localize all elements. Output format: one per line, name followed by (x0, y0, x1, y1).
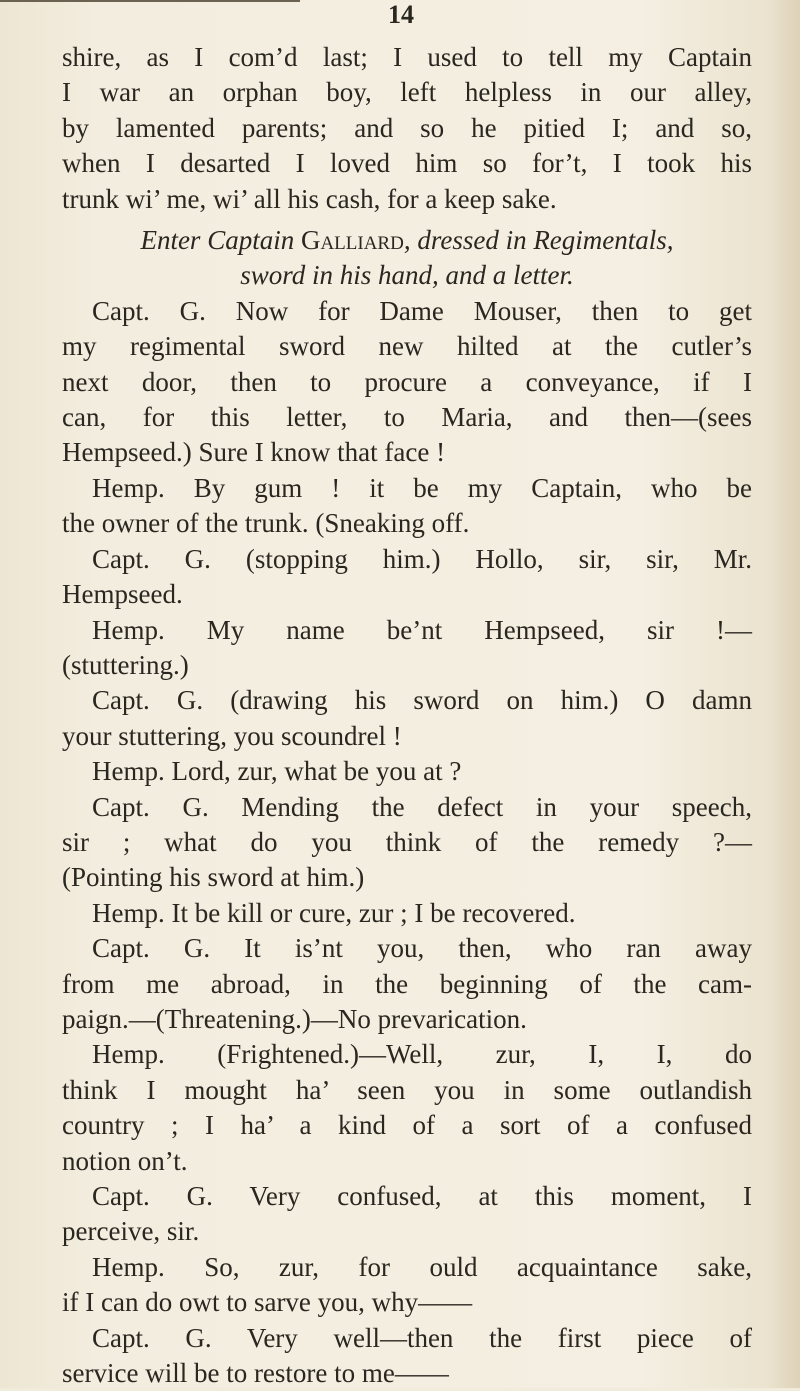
page-number: 14 (388, 0, 414, 29)
speech-line: Hemp. By gum ! it be my Captain, who be (92, 472, 752, 503)
speech-line: Hemp. It be kill or cure, zur ; I be recovered. (92, 897, 576, 928)
speech-line: Capt. G. It is’nt you, then, who ran away (92, 933, 752, 964)
speech-block (62, 754, 752, 789)
speech-line: your stuttering, you scoundrel ! (62, 720, 402, 751)
speech-line: Hempseed. (62, 579, 183, 610)
top-rule (0, 0, 300, 2)
speech-line: perceive, sir. (62, 1216, 200, 1247)
speech-block (62, 1250, 752, 1321)
character-name: Galliard (300, 225, 404, 256)
text-line: when I desarted I loved him so for’t, I took his (62, 148, 752, 179)
speech-line: think I mought ha’ seen you in some outlandish (62, 1074, 752, 1105)
speech-line: Hemp. My name be’nt Hempseed, sir !— (92, 614, 752, 645)
speech-line: can, for this letter, to Maria, and then—(sees (62, 402, 752, 433)
speech-line: (Pointing his sword at him.) (62, 862, 365, 893)
speech-block (62, 1321, 752, 1391)
speech-line: sir ; what do you think of the remedy ?— (62, 826, 752, 857)
speech-block (62, 1037, 752, 1179)
direction-text: sword in his hand, and a letter. (240, 260, 574, 291)
speech-line: country ; I ha’ a kind of a sort of a confused (62, 1110, 752, 1141)
speech-block (62, 683, 752, 754)
speech-line: the owner of the trunk. (Sneaking off. (62, 508, 470, 539)
dialogue (62, 294, 752, 1391)
speech-block (62, 294, 752, 471)
speech-line: Capt. G. Very well—then the first piece of (92, 1322, 752, 1353)
speech-block (62, 1179, 752, 1250)
speech-line: from me abroad, in the beginning of the cam- (62, 968, 752, 999)
speech-line: Hemp. So, zur, for ould acquaintance sake, (92, 1251, 752, 1282)
text-line: by lamented parents; and so he pitied I; and so, (62, 112, 752, 143)
speech-line: service will be to restore to me—— (62, 1358, 449, 1389)
page-text (62, 40, 752, 1391)
text-line: trunk wi’ me, wi’ all his cash, for a keep sake. (62, 183, 557, 214)
direction-text: , dressed in Regimentals, (403, 225, 674, 256)
speech-block (62, 613, 752, 684)
speech-block (62, 790, 752, 896)
opening-paragraph (62, 40, 752, 217)
speech-block (62, 542, 752, 613)
speech-line: Hempseed.) Sure I know that face ! (62, 437, 446, 468)
speech-line: Capt. G. Mending the defect in your speech, (92, 791, 752, 822)
speech-line: Capt. G. Very confused, at this moment, I (92, 1181, 752, 1211)
speech-line: my regimental sword new hilted at the cutler’s (62, 331, 752, 362)
text-line: I war an orphan boy, left helpless in our alley, (62, 77, 752, 108)
speech-line: Hemp. (Frightened.)—Well, zur, I, I, do (92, 1039, 752, 1070)
speech-line: next door, then to procure a conveyance, if I (62, 366, 752, 397)
stage-direction-entrance (62, 223, 752, 294)
speech-line: Capt. G. (stopping him.) Hollo, sir, sir, Mr. (92, 543, 752, 574)
speech-line: notion on’t. (62, 1145, 188, 1176)
direction-text: Enter Captain (140, 225, 301, 256)
speech-block (62, 471, 752, 542)
speech-line: if I can do owt to sarve you, why—— (62, 1287, 473, 1318)
text-line: shire, as I com’d last; I used to tell my Captain (62, 42, 752, 72)
speech-block (62, 896, 752, 931)
speech-line: Hemp. Lord, zur, what be you at ? (92, 756, 462, 787)
speech-line: (stuttering.) (62, 649, 189, 680)
speech-block (62, 931, 752, 1037)
speech-line: Capt. G. Now for Dame Mouser, then to get (92, 295, 752, 326)
speech-line: Capt. G. (drawing his sword on him.) O damn (92, 685, 752, 716)
speech-line: paign.—(Threatening.)—No prevarication. (62, 1003, 527, 1034)
